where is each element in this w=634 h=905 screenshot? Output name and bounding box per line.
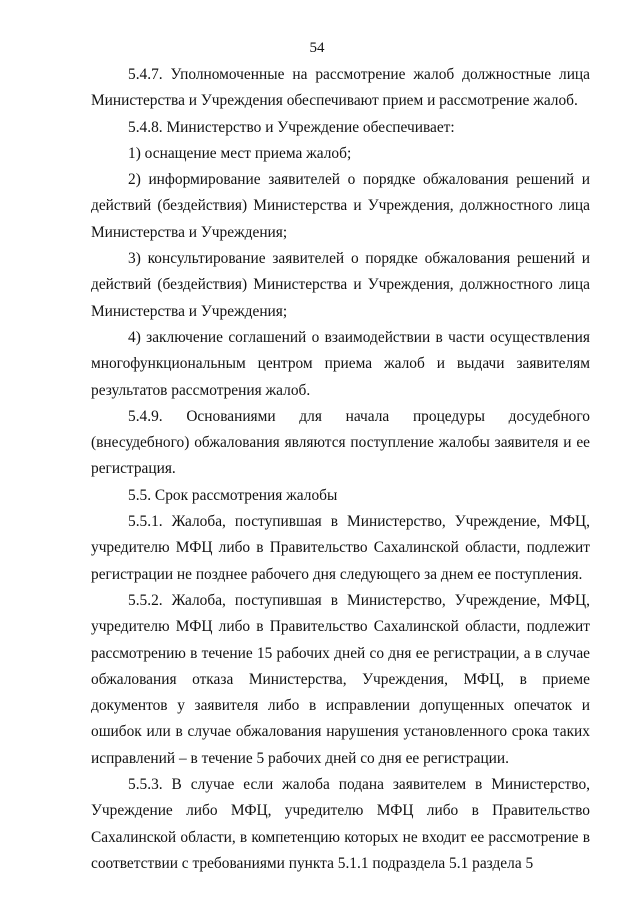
document-body — [91, 62, 590, 877]
page-number: 54 — [309, 40, 325, 56]
paragraph-5-5-2: 5.5.2. Жалоба, поступившая в Министерство, Учреждение, МФЦ, учредителю МФЦ либо в Правительство Сахалинской области, подлежит рассмотрению в течение 15 рабочих дней со дня ее регистрации, а в случае обжалования отказа Министерства, Учреждения, МФЦ, в приеме документов у заявителя либо в исправлении допущенных опечаток и ошибок или в случае обжалования нарушения установленного срока таких исправлений – в течение 5 рабочих дней со дня ее регистрации. — [91, 591, 590, 767]
paragraph-5-4-9: 5.4.9. Основаниями для начала процедуры досудебного (внесудебного) обжалования являются поступление жалобы заявителя и ее регистрация. — [91, 407, 590, 478]
list-item-3: 3) консультирование заявителей о порядке обжалования решений и действий (бездействия) Министерства и Учреждения, должностного лица Министерства и Учреждения; — [91, 250, 590, 320]
list-item-1: 1) оснащение мест приема жалоб; — [128, 144, 352, 162]
list-item-4: 4) заключение соглашений о взаимодействии в части осуществления многофункциональным центром приема жалоб и выдачи заявителям результатов рассмотрения жалоб. — [91, 328, 590, 399]
paragraph-5-5-1: 5.5.1. Жалоба, поступившая в Министерство, Учреждение, МФЦ, учредителю МФЦ либо в Правительство Сахалинской области, подлежит регистрации не позднее рабочего дня следующего за днем ее поступления. — [91, 513, 590, 583]
paragraph-5-4-7: 5.4.7. Уполномоченные на рассмотрение жалоб должностные лица Министерства и Учреждения обеспечивают прием и рассмотрение жалоб. — [91, 66, 590, 110]
paragraph-5-4-8: 5.4.8. Министерство и Учреждение обеспечивает: — [128, 118, 455, 136]
section-heading-5-5: 5.5. Срок рассмотрения жалобы — [128, 486, 338, 504]
list-item-2: 2) информирование заявителей о порядке обжалования решений и действий (бездействия) Министерства и Учреждения, должностного лица Министерства и Учреждения; — [91, 171, 590, 241]
paragraph-5-5-3: 5.5.3. В случае если жалоба подана заявителем в Министерство, Учреждение либо МФЦ, учредителю МФЦ либо в Правительство Сахалинской области, в компетенцию которых не входит ее рассмотрение в соответствии с требованиями пункта 5.1.1 подраздела 5.1 раздела 5 — [91, 776, 590, 872]
